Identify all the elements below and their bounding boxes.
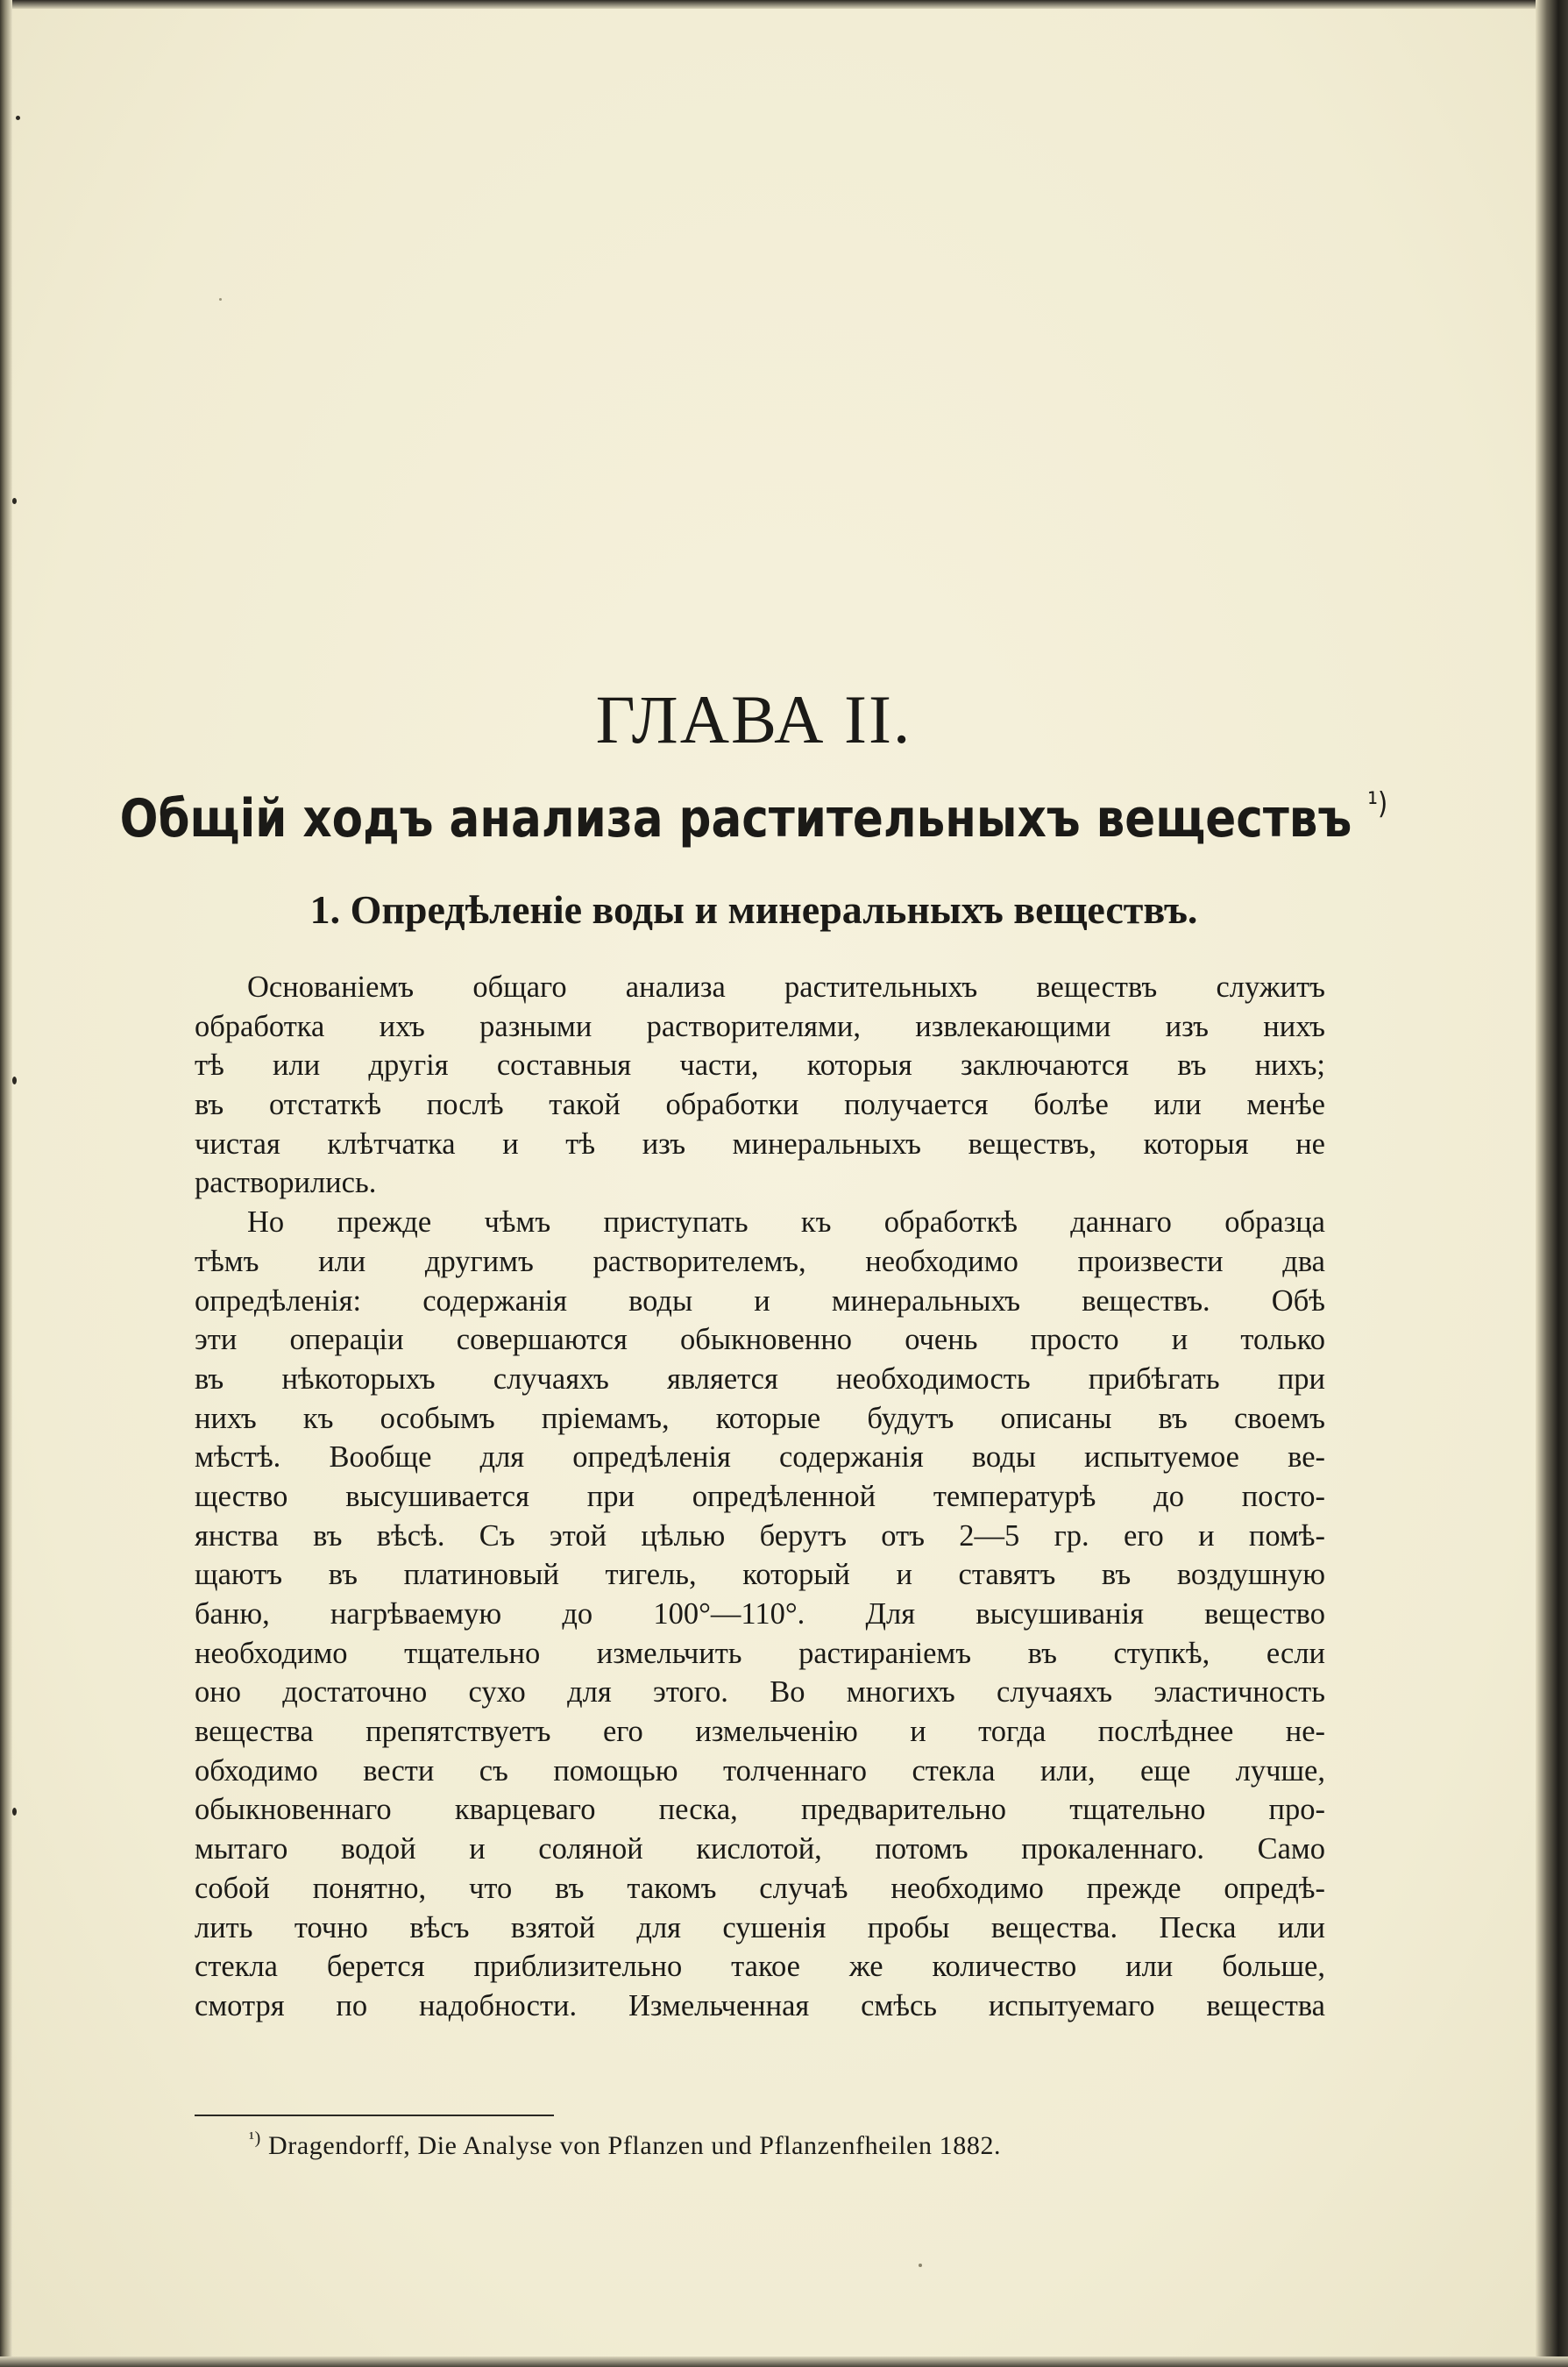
chapter-title-footnote-mark: ¹) xyxy=(1367,786,1388,821)
text-line: тѣмъ или другимъ растворителемъ, необходимо произвести два xyxy=(195,1244,1325,1278)
text-line: въ отстаткѣ послѣ такой обработки получается болѣе или менѣе xyxy=(195,1088,1325,1122)
text-line: янства въ вѣсѣ. Съ этой цѣлью берутъ отъ 2—5 гр. его и помѣ- xyxy=(195,1518,1325,1553)
footnote-text: Dragendorff, Die Analyse von Pflanzen und Pflanzenfheilen 1882. xyxy=(267,2131,1002,2160)
footnote-rule xyxy=(195,2115,554,2116)
footnote-mark: ¹) xyxy=(249,2129,261,2148)
text-line: оно достаточно сухо для этого. Во многихъ случаяхъ эластичность xyxy=(195,1675,1325,1710)
text-line: тѣ или другія составныя части, которыя заключаются въ нихъ; xyxy=(195,1048,1325,1083)
page-edge-bottom xyxy=(0,2356,1568,2367)
page-edge-right xyxy=(1536,0,1568,2367)
text-line: Но прежде чѣмъ приступать къ обработкѣ даннаго образца xyxy=(247,1205,1325,1240)
text-line: обходимо вести съ помощью толченнаго стекла или, еще лучше, xyxy=(195,1753,1325,1788)
chapter-title-text: Общій ходъ анализа растительныхъ веществъ xyxy=(119,788,1352,849)
text-line: нихъ къ особымъ пріемамъ, которые будутъ описаны въ своемъ xyxy=(195,1401,1325,1435)
text-line: чистая клѣтчатка и тѣ изъ минеральныхъ веществъ, которыя не xyxy=(195,1127,1325,1161)
text-line: въ нѣкоторыхъ случаяхъ является необходимость прибѣгать при xyxy=(195,1361,1325,1396)
chapter-title xyxy=(105,786,1401,849)
text-line: собой понятно, что въ такомъ случаѣ необходимо прежде опредѣ- xyxy=(195,1871,1325,1905)
text-line: лить точно вѣсъ взятой для сушенія пробы вещества. Песка или xyxy=(195,1910,1325,1944)
text-line: смотря по надобности. Измельченная смѣсь испытуемаго вещества xyxy=(195,1988,1325,2022)
text-line: мѣстѣ. Вообще для опредѣленія содержанія воды испытуемое ве- xyxy=(195,1440,1325,1475)
text-line: растворились. xyxy=(195,1166,377,1200)
paragraph-1 xyxy=(195,968,1325,1203)
text-line: опредѣленія: содержанія воды и минеральныхъ веществъ. Обѣ xyxy=(195,1283,1325,1318)
page-edge-top xyxy=(0,0,1568,9)
text-line: щество высушивается при опредѣленной температурѣ до посто- xyxy=(195,1479,1325,1513)
body-text xyxy=(195,968,1325,2026)
text-line: баню, нагрѣваемую до 100°—110°. Для высушиванія вещество xyxy=(195,1597,1325,1631)
text-line: щаютъ въ платиновый тигель, который и ставятъ въ воздушную xyxy=(195,1558,1325,1592)
text-line: Основаніемъ общаго анализа растительныхъ веществъ служитъ xyxy=(247,970,1325,1004)
text-line: обработка ихъ разными растворителями, извлекающими изъ нихъ xyxy=(195,1009,1325,1043)
page-edge-left xyxy=(0,0,12,2367)
text-line: необходимо тщательно измельчить растираніемъ въ ступкѣ, если xyxy=(195,1636,1325,1670)
footnote xyxy=(249,2129,1001,2161)
text-line: мытаго водой и соляной кислотой, потомъ прокаленнаго. Само xyxy=(195,1832,1325,1866)
text-line: вещества препятствуетъ его измельченію и тогда послѣднее не- xyxy=(195,1715,1325,1749)
text-line: стекла берется приблизительно такое же количество или больше, xyxy=(195,1950,1325,1984)
text-line: эти операціи совершаются обыкновенно очень просто и только xyxy=(195,1323,1325,1357)
section-heading: 1. Опредѣленіе воды и минеральныхъ веществъ. xyxy=(309,887,1198,932)
paragraph-2 xyxy=(195,1203,1325,2025)
chapter-heading: ГЛАВА II. xyxy=(595,681,912,757)
text-line: обыкновеннаго кварцеваго песка, предварительно тщательно про- xyxy=(195,1793,1325,1827)
